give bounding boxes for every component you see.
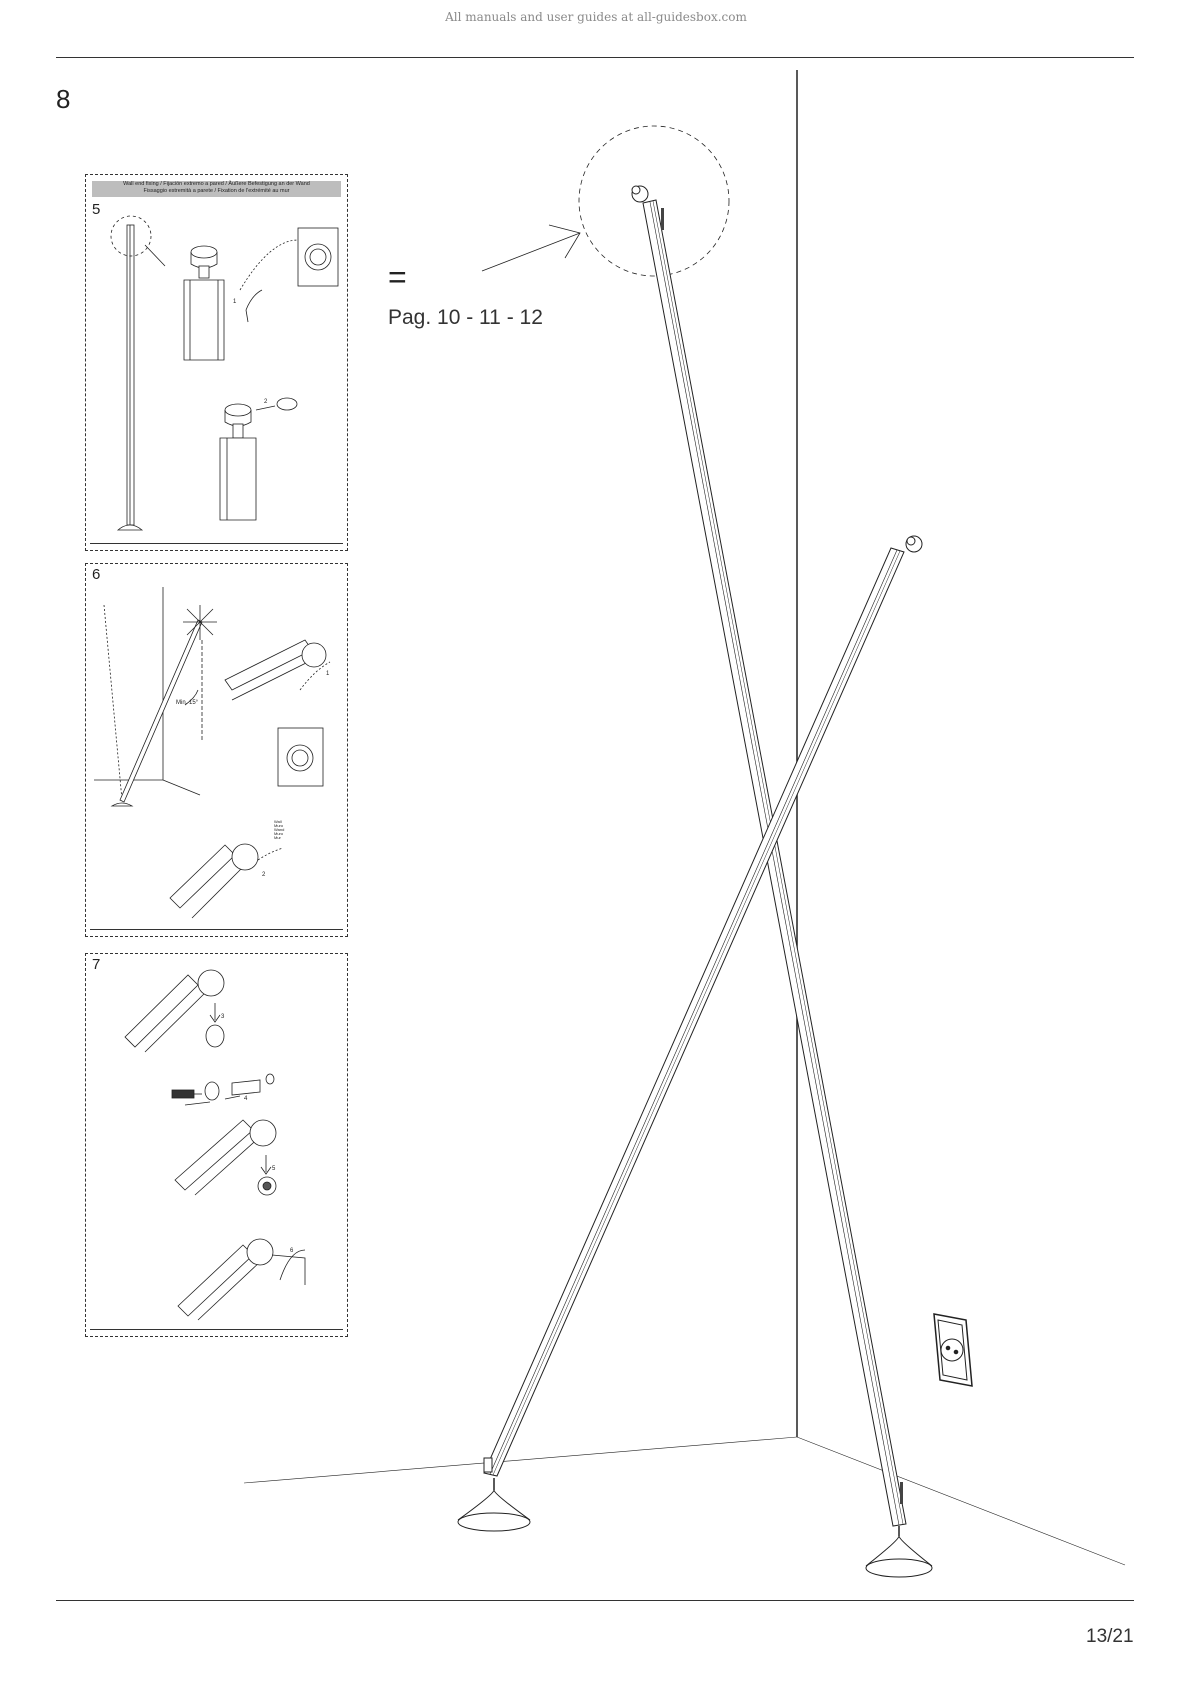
watermark: All manuals and user guides at all-guidesbox.com bbox=[445, 10, 747, 24]
lamp-bar-crossing bbox=[458, 536, 922, 1531]
materials-line: Muro bbox=[274, 823, 284, 828]
panel-header-line-1: Wall end fixing / Fijación extremo a pared / Äußere Befestigung an der Wand bbox=[123, 181, 310, 187]
wall-socket-icon bbox=[934, 1314, 972, 1386]
page-number: 13/21 bbox=[1086, 1626, 1134, 1647]
materials-label bbox=[274, 819, 284, 840]
rotation-sparkle-icon bbox=[183, 605, 217, 640]
callout-3: 3 bbox=[221, 1014, 225, 1020]
panel-5-illustration bbox=[111, 216, 338, 530]
main-room-illustration bbox=[244, 70, 1125, 1577]
panel-number: 6 bbox=[92, 566, 101, 583]
lamp-bar-leaning bbox=[632, 186, 932, 1577]
materials-line: Wand bbox=[274, 827, 285, 832]
angle-label: Min. 15° bbox=[176, 700, 199, 706]
callout-6: 6 bbox=[290, 1248, 294, 1254]
equals-sign: = bbox=[388, 259, 407, 295]
materials-line: Muro bbox=[274, 831, 284, 836]
callout-2: 2 bbox=[262, 872, 266, 878]
panel-number: 5 bbox=[92, 201, 101, 218]
panel-header-line-2: Fissaggio estremità a parete / Fixation de l'extrémité au mur bbox=[143, 188, 290, 194]
callout-4: 4 bbox=[244, 1096, 248, 1102]
step-number: 8 bbox=[56, 84, 71, 114]
materials-line: Mur bbox=[274, 835, 281, 840]
materials-line: Wall bbox=[274, 819, 282, 824]
page-reference: Pag. 10 - 11 - 12 bbox=[388, 306, 543, 329]
panel-7-illustration bbox=[125, 970, 305, 1320]
callout-5: 5 bbox=[272, 1166, 276, 1172]
callout-1: 1 bbox=[233, 299, 237, 305]
panel-number: 7 bbox=[92, 956, 101, 973]
panel-6-illustration bbox=[94, 587, 330, 918]
screw-icon bbox=[172, 1090, 202, 1098]
callout-2: 2 bbox=[264, 399, 268, 405]
callout-1: 1 bbox=[326, 671, 330, 677]
